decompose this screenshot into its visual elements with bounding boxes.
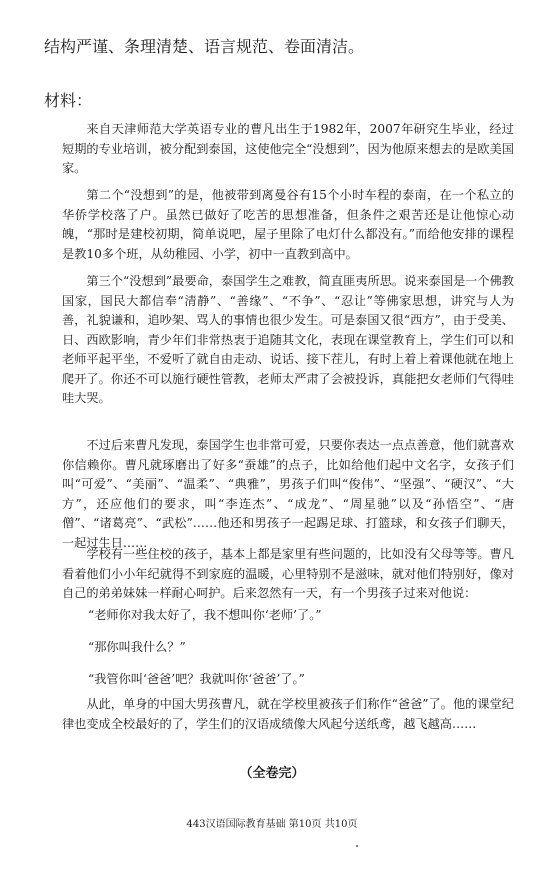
scan-speck <box>356 845 358 847</box>
dialog-line: “我管你叫‘爸爸’吧？我就叫你‘爸爸’了。” <box>88 672 305 686</box>
end-of-exam-mark: （全卷完） <box>239 766 305 781</box>
paragraph-closing: 从此，单身的中国大男孩曹凡，就在学校里被孩子们称作“爸爸”了。他的课堂纪律也变成全校最好的了，学生们的汉语成绩像大风起兮送纸鸢，越飞越高…… <box>62 697 514 731</box>
dialog-line: “那你叫我什么？” <box>88 640 186 654</box>
paragraph-third-surprise: 第三个“没想到”最要命，泰国学生之难教，简直匪夷所思。说来泰国是一个佛教国家，国民大都信奉“清静”、“善缘”、“不争”、“忍让”等佛家思想，讲究与人为善，礼貌谦和，追吵架、骂人的事情也很少发生。可是泰国又很“西方”，由于受美、日、西欧影响，青少年们非常热衷于追随其文化，表现在课堂教育上，学生们可以和老师平起平坐，不爱听了就自由走动、说话、接下茬儿，有时上着上着课他就在地上爬开了。你还不可以施行硬性管教，老师太严肃了会被投诉，真能把女老师们气得哇哇大哭。 <box>62 274 514 405</box>
paragraph-boarding-kids: 学校有一些住校的孩子，基本上都是家里有些问题的，比如没有父母等等。曹凡看着他们小小年纪就得不到家庭的温暖，心里特别不是滋味，就对他们特别好，像对自己的弟弟妹妹一样耐心呵护。后来忽然有一天，有一个男孩子过来对他说： <box>62 547 514 600</box>
paragraph-intro: 来自天津师范大学英语专业的曹凡出生于1982年，2007年研究生毕业，经过短期的专业培训，被分配到泰国，这使他完全“没想到”，因为他原来想去的是欧美国家。 <box>62 122 514 175</box>
page-footer: 443汉语国际教育基础 第10页 共10页 <box>186 819 358 830</box>
dialog-line: “老师你对我太好了，我不想叫你‘老师’了。” <box>88 608 322 622</box>
paragraph-second-surprise: 第二个“没想到”的是，他被带到离曼谷有15个小时车程的泰南，在一个私立的华侨学校落了户。虽然已做好了吃苦的思想准备，但条件之艰苦还是让他惊心动魄，“那时是建校初期，简单说吧，屋子里除了电灯什么都没有。”而给他安排的课程是教10多个班，从幼稚园、小学，初中一直教到高中。 <box>62 188 514 261</box>
grading-criteria-line: 结构严谨、条理清楚、语言规范、卷面清洁。 <box>44 37 365 56</box>
paragraph-students-lovely: 不过后来曹凡发现，泰国学生也非常可爱，只要你表达一点点善意，他们就喜欢你信赖你。曹凡就琢磨出了好多“蚕雄”的点子，比如给他们起中文名字，女孩子们叫“可爱”、“美丽”、“温柔”、“典雅”，男孩子们叫“俊伟”、“坚强”、“硬汉”、“大方”，还应他们的要求，叫“李连杰”、“成龙”、“周星驰”以及“孙悟空”、“唐僧”、“诸葛亮”、“武松”……他还和男孩子一起踢足球、打篮球，和女孩子们聊天，一起过生日…… <box>62 438 514 550</box>
material-heading: 材料： <box>44 91 93 110</box>
